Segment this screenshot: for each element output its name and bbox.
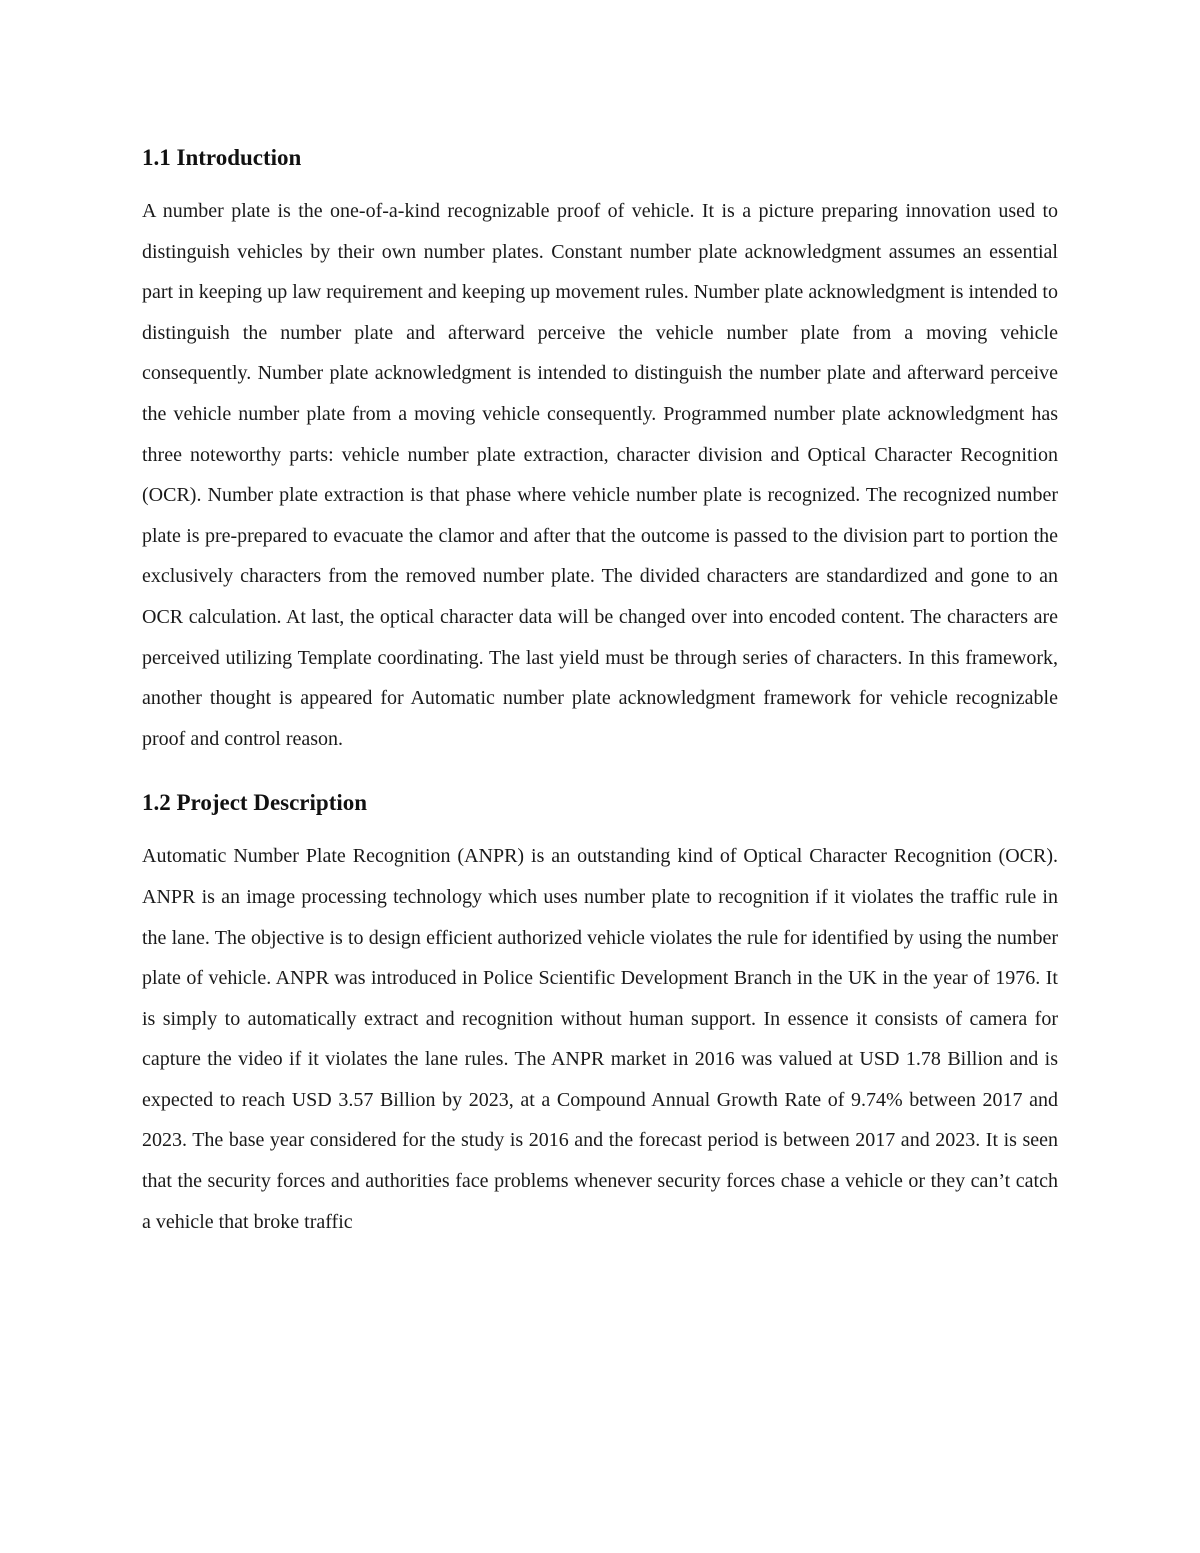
section-heading-introduction: 1.1 Introduction [142,145,302,170]
introduction-paragraph: A number plate is the one-of-a-kind recognizable proof of vehicle. It is a picture preparing innovation used to distinguish vehicles by their own number plates. Constant number plate acknowledgment assumes an essential part in keeping up law requirement and keeping up movement rules. Number plate acknowledgment is intended to distinguish the number plate and afterward perceive the vehicle number plate from a moving vehicle consequently. Number plate acknowledgment is intended to distinguish the number plate and afterward perceive the vehicle number plate from a moving vehicle consequently. Programmed number plate acknowledgment has three noteworthy parts: vehicle number plate extraction, character division and Optical Character Recognition (OCR). Number plate extraction is that phase where vehicle number plate is recognized. The recognized number plate is pre-prepared to evacuate the clamor and after that the outcome is passed to the division part to portion the exclusively characters from the removed number plate. The divided characters are standardized and gone to an OCR calculation. At last, the optical character data will be changed over into encoded content. The characters are perceived utilizing Template coordinating. The last yield must be through series of characters. In this framework, another thought is appeared for Automatic number plate acknowledgment framework for vehicle recognizable proof and control reason. [142,200,1058,750]
text-column [142,140,1058,1242]
section-heading-project-description: 1.2 Project Description [142,790,368,816]
project-description-paragraph: Automatic Number Plate Recognition (ANPR) is an outstanding kind of Optical Character Recognition (OCR). ANPR is an image processing technology which uses number plate to recognition if it violates the traffic rule in the lane. The objective is to design efficient authorized vehicle violates the rule for identified by using the number plate of vehicle. ANPR was introduced in Police Scientific Development Branch in the UK in the year of 1976. It is simply to automatically extract and recognition without human support. In essence it consists of camera for capture the video if it violates the lane rules. The ANPR market in 2016 was valued at USD 1.78 Billion and is expected to reach USD 3.57 Billion by 2023, at a Compound Annual Growth Rate of 9.74% between 2017 and 2023. The base year considered for the study is 2016 and the forecast period is between 2017 and 2023. It is seen that the security forces and authorities face problems whenever security forces chase a vehicle or they can’t catch a vehicle that broke traffic [142,845,1058,1233]
